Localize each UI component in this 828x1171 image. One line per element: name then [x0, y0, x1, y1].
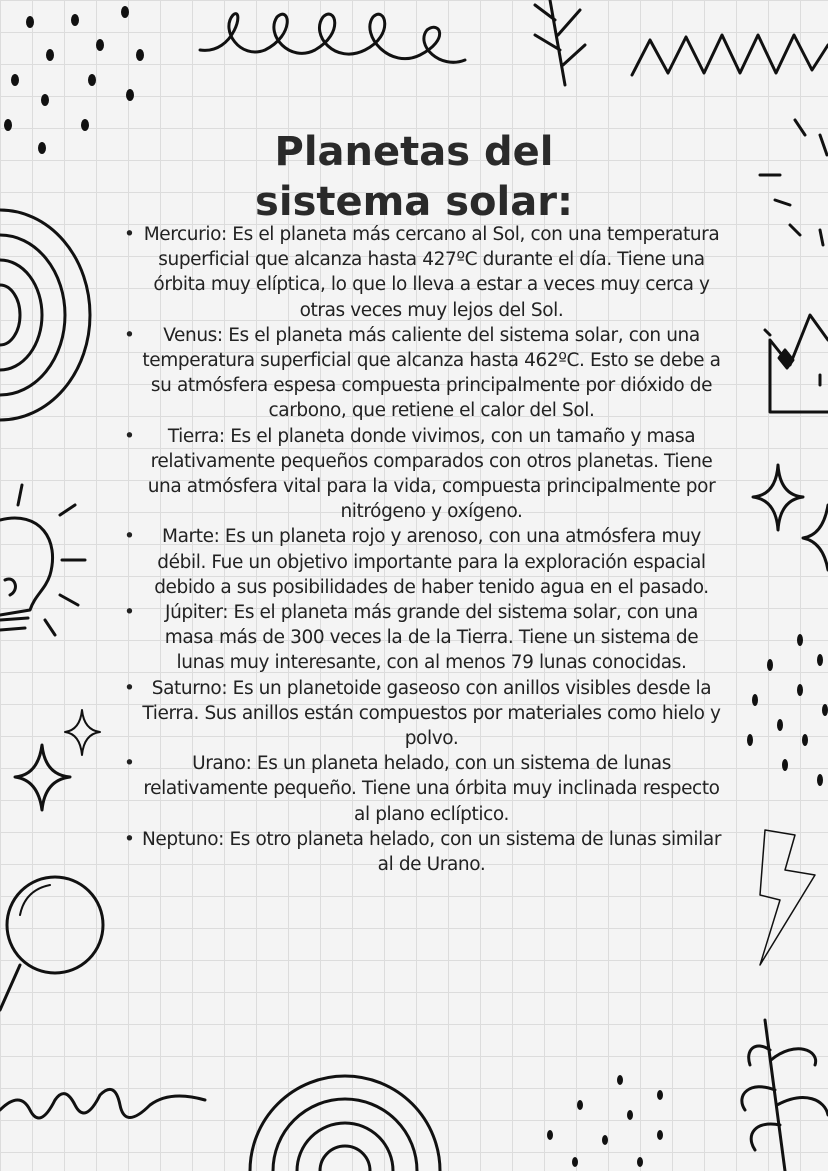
list-item-tierra	[118, 424, 723, 525]
sparkle-stars-right-icon	[748, 460, 828, 580]
list-item-neptuno	[118, 827, 723, 877]
branch-doodle-icon	[520, 0, 590, 90]
list-item-mercurio	[118, 222, 723, 323]
bullet: •	[124, 602, 135, 624]
page-title: Planetas del sistema solar:	[255, 128, 573, 225]
leaf-branch-bottom-icon	[725, 1010, 828, 1171]
item-text: Urano: Es un planeta helado, con un sistema de lunas relativamente pequeño. Tiene una órbita muy inclinada respecto al plano eclíptico.	[143, 753, 720, 825]
bullet: •	[124, 677, 135, 699]
crown-icon	[765, 300, 828, 415]
item-text: Mercurio: Es el planeta más cercano al Sol, con una temperatura superficial que alcanza hasta 427ºC durante el día. Tiene una órbita muy elíptica, lo que lo lleva a estar a veces muy cerca y otras veces muy lejos del Sol.	[143, 224, 720, 321]
bullet: •	[124, 324, 135, 346]
bullet: •	[124, 526, 135, 548]
planet-list	[118, 222, 723, 877]
lightbulb-icon	[0, 480, 85, 650]
bullet: •	[124, 753, 135, 775]
dots-bottom-icon	[520, 1070, 680, 1170]
rainbow-arcs-bottom-icon	[245, 1070, 445, 1171]
list-item-jupiter	[118, 600, 723, 676]
magnifier-icon	[0, 870, 110, 1020]
item-text: Saturno: Es un planetoide gaseoso con anillos visibles desde la Tierra. Sus anillos están compuestos por materiales como hielo y polvo.	[142, 677, 721, 750]
list-item-venus	[118, 323, 723, 424]
sun-rays-icon	[755, 115, 828, 250]
bullet: •	[124, 224, 135, 245]
loops-doodle-icon	[195, 5, 475, 75]
list-item-urano	[118, 751, 723, 827]
wave-doodle-icon	[0, 1080, 210, 1130]
sparkle-stars-left-icon	[10, 705, 100, 815]
item-text: Neptuno: Es otro planeta helado, con un sistema de lunas similar al de Urano.	[141, 828, 722, 876]
dots-right-icon	[740, 630, 828, 790]
item-text: Júpiter: Es el planeta más grande del sistema solar, con una masa más de 300 veces la de la Tierra. Tiene un sistema de lunas muy interesante, con al menos 79 lunas conocidas.	[164, 602, 699, 674]
rainbow-arcs-left-icon	[0, 200, 100, 430]
dots-doodle-icon	[0, 0, 150, 160]
list-item-marte	[118, 524, 723, 600]
item-text: Venus: Es el planeta más caliente del sistema solar, con una temperatura superficial que alcanza hasta 462ºC. Esto se debe a su atmósfera espesa compuesta principalmente por dióxido de carbono, que retiene el calor del Sol.	[142, 324, 721, 422]
zigzag-doodle-icon	[630, 25, 828, 85]
item-text: Tierra: Es el planeta donde vivimos, con un tamaño y masa relativamente pequeños comparados con otros planetas. Tiene una atmósfera vital para la vida, compuesta principalmente por nitrógeno y oxígeno.	[147, 425, 716, 523]
item-text: Marte: Es un planeta rojo y arenoso, con una atmósfera muy débil. Fue un objetivo importante para la exploración espacial debido a sus posibilidades de haber tenido agua en el pasado.	[154, 526, 709, 598]
list-item-saturno	[118, 676, 723, 752]
bullet: •	[124, 425, 135, 447]
bullet: •	[124, 828, 135, 850]
lightning-bolt-icon	[755, 825, 820, 970]
